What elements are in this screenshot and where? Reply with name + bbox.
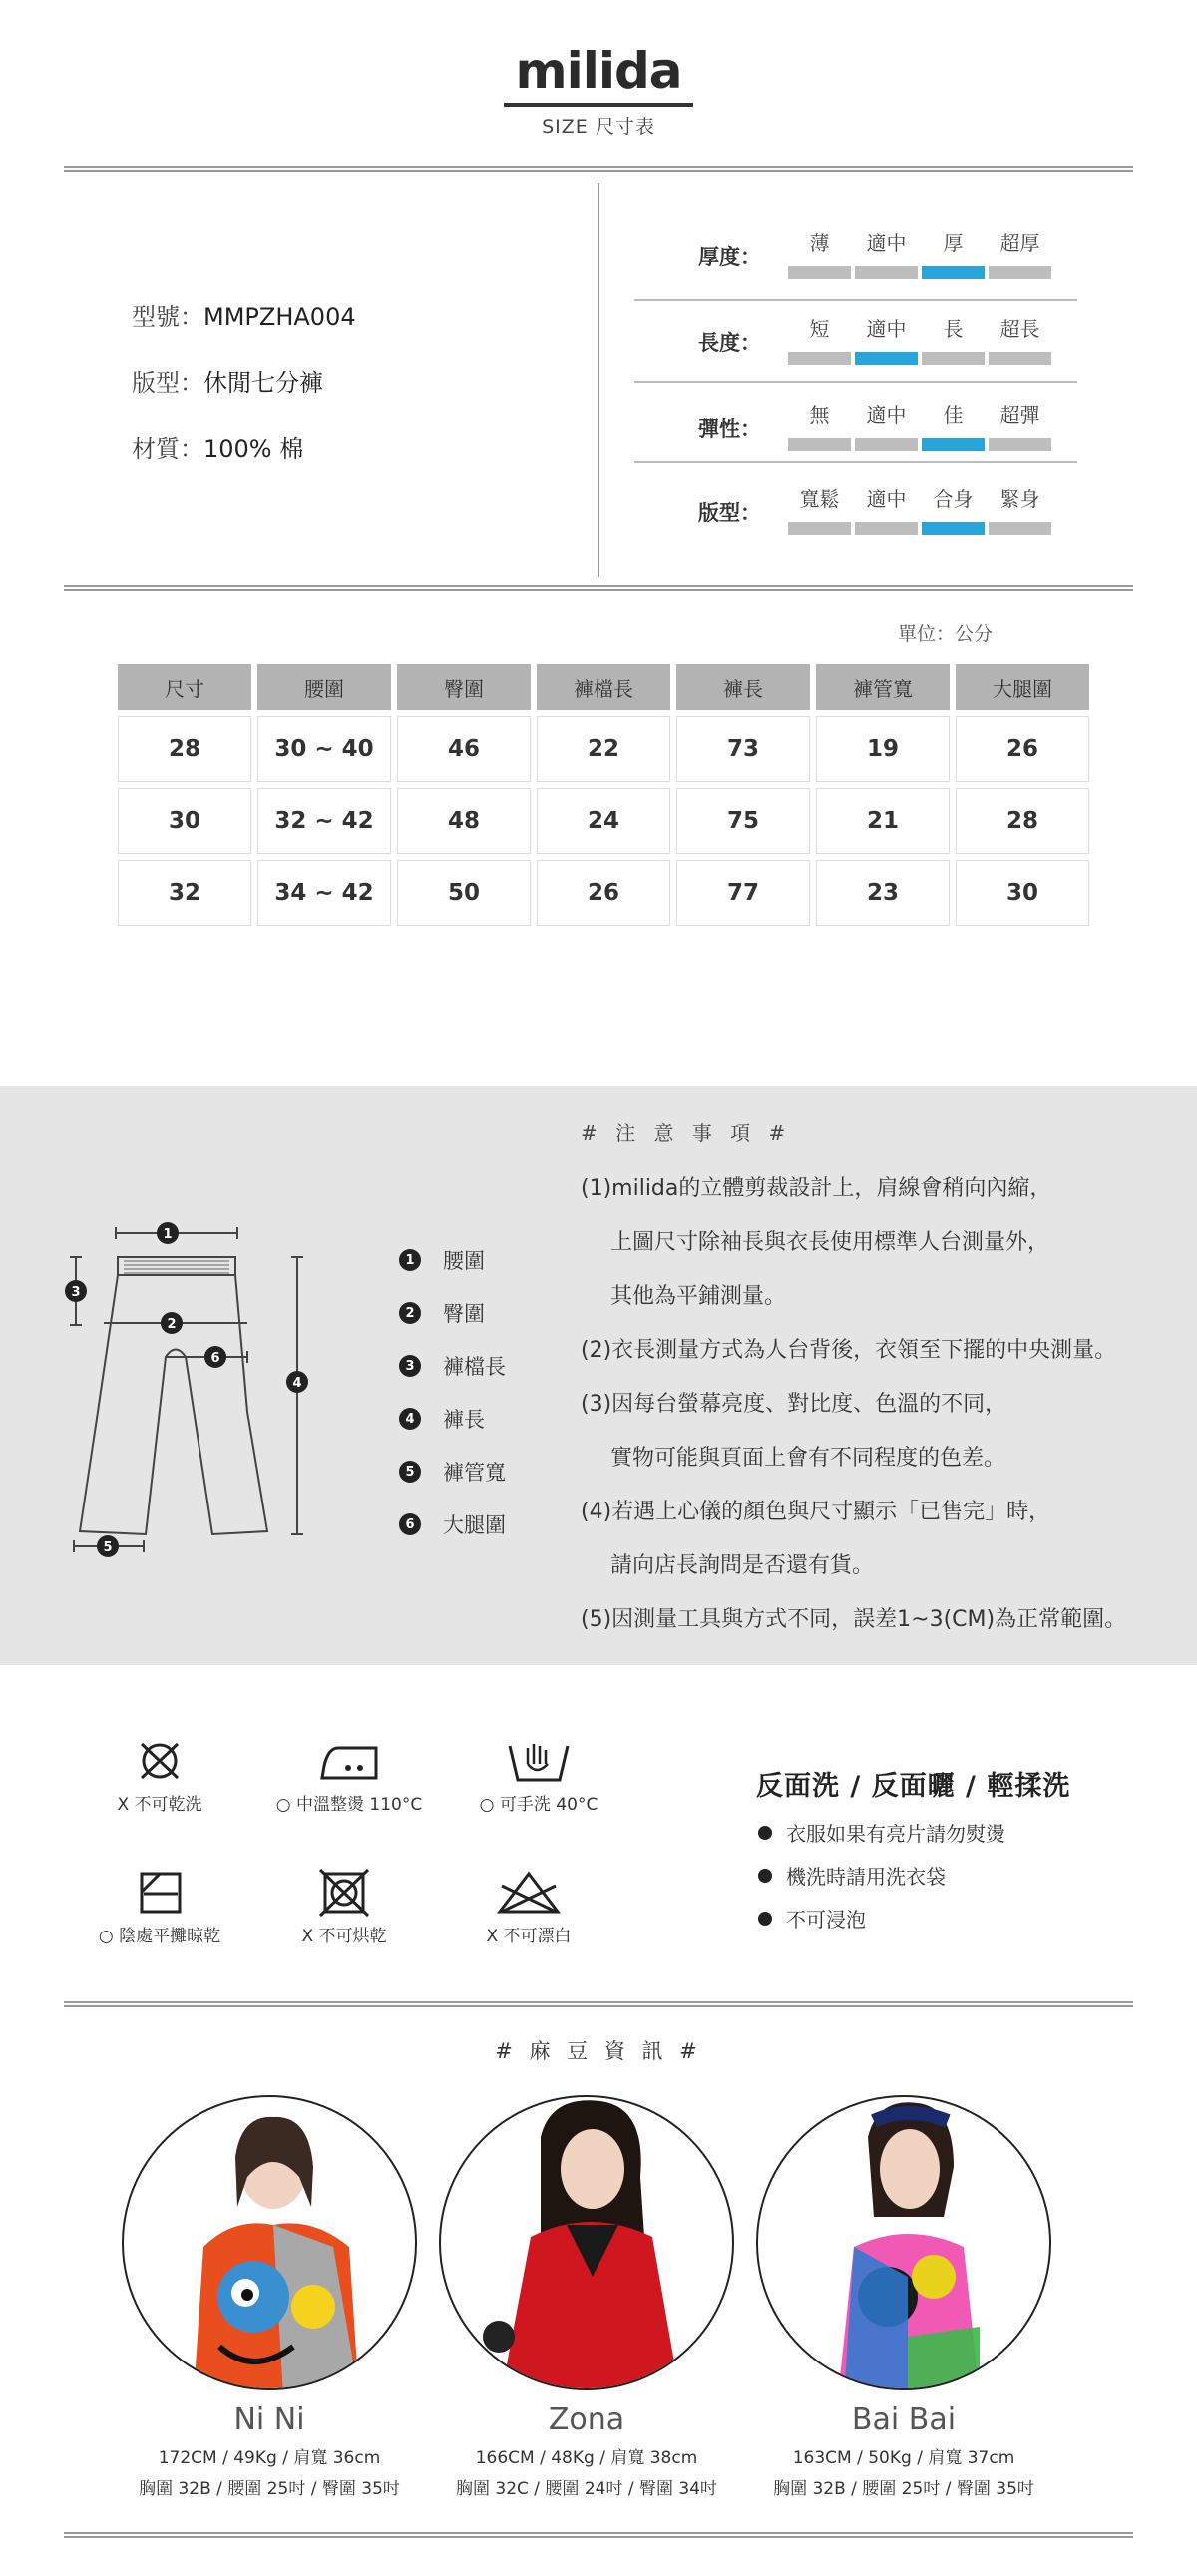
- attr-option: 薄: [788, 227, 851, 279]
- table-cell: 21: [816, 788, 950, 854]
- model-card: Zona 166CM / 48Kg / 肩寬 38cm 胸圍 32C / 腰圍 24吋 / 臀圍 34吋: [437, 2095, 736, 2499]
- table-cell: 50: [397, 860, 531, 926]
- table-cell: 22: [537, 716, 670, 782]
- table-cell: 28: [118, 716, 251, 782]
- attr-elasticity-scale: [788, 399, 1051, 451]
- model-photo: [122, 2095, 417, 2390]
- table-cell: 32 ~ 42: [257, 788, 391, 854]
- diagram-marker-label: 4: [292, 1376, 302, 1391]
- no-dry-clean-icon: [130, 1736, 190, 1786]
- table-cell: 28: [956, 788, 1089, 854]
- table-row: [118, 788, 1089, 854]
- attr-thickness-label: 厚度：: [698, 245, 761, 269]
- attr-option-selected: 合身: [922, 483, 985, 535]
- waistband-elastic: [124, 1261, 229, 1273]
- no-bleach-icon: [494, 1868, 564, 1918]
- attr-option-selected: 佳: [922, 399, 985, 451]
- note-line: 實物可能與頁面上會有不同程度的色差。: [610, 1446, 1006, 1471]
- table-cell: 26: [537, 860, 670, 926]
- table-row: [118, 860, 1089, 926]
- attr-separator: [634, 299, 1077, 301]
- attr-separator: [634, 461, 1077, 463]
- dry-flat-shade-icon: [130, 1868, 190, 1918]
- attr-fit-scale: [788, 483, 1051, 535]
- style-value: 休閒七分褲: [203, 369, 323, 397]
- brand-logo: milida: [515, 42, 682, 100]
- attr-elasticity-label: 彈性：: [698, 417, 761, 441]
- table-cell: 73: [676, 716, 810, 782]
- attr-option-selected: 厚: [922, 227, 985, 279]
- legend-item: 5 褲管寬: [399, 1457, 506, 1487]
- care-note: 機洗時請用洗衣袋: [758, 1861, 946, 1890]
- table-header: 大腿圍: [956, 664, 1089, 710]
- care-note: 衣服如果有亮片請勿熨燙: [758, 1818, 1005, 1847]
- table-cell: 26: [956, 716, 1089, 782]
- note-line: 請向店長詢問是否還有貨。: [610, 1553, 875, 1578]
- model-photo: [756, 2095, 1051, 2390]
- note-line: (4)若遇上心儀的顏色與尺寸顯示「已售完」時，: [581, 1500, 1051, 1524]
- notes-title: # 注 意 事 項 #: [581, 1121, 792, 1145]
- model-number-value: MMPZHA004: [203, 303, 356, 331]
- bullet-icon: [758, 1826, 772, 1840]
- iron-medium-icon: [314, 1736, 384, 1786]
- hand-wash-icon: [504, 1736, 574, 1786]
- attr-option-selected: 適中: [855, 313, 918, 365]
- legend-item: 1 腰圍: [399, 1245, 485, 1275]
- material-value: 100% 棉: [203, 435, 304, 463]
- divider: [64, 2532, 1133, 2538]
- size-table: [112, 658, 1095, 932]
- material-label: 材質：: [132, 435, 203, 463]
- divider: [64, 585, 1133, 591]
- care-dry-flat-shade: ○ 陰處平攤晾乾: [80, 1868, 239, 1946]
- note-line: (2)衣長測量方式為人台背後，衣領至下擺的中央測量。: [581, 1338, 1117, 1363]
- model-number-label: 型號：: [132, 303, 203, 331]
- divider: [64, 166, 1133, 172]
- care-no-tumble-dry: X 不可烘乾: [284, 1868, 404, 1946]
- table-cell: 46: [397, 716, 531, 782]
- care-hand-wash: ○ 可手洗 40°C: [459, 1736, 618, 1815]
- attr-option: 寬鬆: [788, 483, 851, 535]
- note-line: 其他為平鋪測量。: [610, 1284, 787, 1309]
- model-card: Bai Bai 163CM / 50Kg / 肩寬 37cm 胸圍 32B / 腰圍 25吋 / 臀圍 35吋: [754, 2095, 1053, 2499]
- table-cell: 30: [118, 788, 251, 854]
- attr-option: 緊身: [989, 483, 1051, 535]
- attr-option: 超長: [989, 313, 1051, 365]
- length-measure-line: [291, 1257, 303, 1534]
- model-photo: [439, 2095, 734, 2390]
- care-note: 不可浸泡: [758, 1904, 866, 1932]
- diagram-marker-label: 6: [210, 1351, 220, 1366]
- table-cell: 30: [956, 860, 1089, 926]
- no-tumble-dry-icon: [314, 1868, 374, 1918]
- table-cell: 23: [816, 860, 950, 926]
- table-header: 尺寸: [118, 664, 251, 710]
- attr-separator: [634, 381, 1077, 383]
- attr-length-label: 長度：: [698, 331, 761, 355]
- vertical-divider: [598, 183, 599, 577]
- wash-instructions-title: 反面洗 / 反面曬 / 輕揉洗: [756, 1771, 1071, 1802]
- attr-option: 短: [788, 313, 851, 365]
- legend-item: 3 褲檔長: [399, 1351, 506, 1381]
- attr-option: 適中: [855, 227, 918, 279]
- care-no-dry-clean: X 不可乾洗: [100, 1736, 219, 1815]
- model-card: Ni Ni 172CM / 49Kg / 肩寬 36cm 胸圍 32B / 腰圍 25吋 / 臀圍 35吋: [120, 2095, 419, 2499]
- legend-item: 4 褲長: [399, 1404, 485, 1434]
- page-subtitle: SIZE 尺寸表: [542, 116, 655, 138]
- note-line: 上圖尺寸除袖長與衣長使用標準人台測量外，: [610, 1230, 1050, 1255]
- table-cell: 48: [397, 788, 531, 854]
- diagram-marker-label: 1: [163, 1227, 173, 1242]
- table-row: [118, 716, 1089, 782]
- table-header: 褲長: [676, 664, 810, 710]
- table-cell: 30 ~ 40: [257, 716, 391, 782]
- attr-thickness-scale: [788, 227, 1051, 279]
- table-header-row: [118, 664, 1089, 710]
- diagram-marker-label: 3: [71, 1285, 81, 1300]
- care-iron-medium: ○ 中溫整燙 110°C: [259, 1736, 439, 1815]
- diagram-marker-label: 5: [103, 1540, 113, 1555]
- table-cell: 77: [676, 860, 810, 926]
- table-cell: 32: [118, 860, 251, 926]
- style-info: [132, 363, 323, 398]
- table-cell: 34 ~ 42: [257, 860, 391, 926]
- table-cell: 75: [676, 788, 810, 854]
- attr-fit-label: 版型：: [698, 501, 761, 525]
- attr-option: 無: [788, 399, 851, 451]
- note-line: (1)milida的立體剪裁設計上，肩線會稍向內縮，: [581, 1176, 1052, 1201]
- bullet-icon: [758, 1869, 772, 1883]
- material-info: [132, 429, 303, 464]
- style-label: 版型：: [132, 369, 203, 397]
- legend-item: 2 臀圍: [399, 1298, 485, 1328]
- note-line: (5)因測量工具與方式不同，誤差1~3(CM)為正常範圍。: [581, 1607, 1127, 1632]
- table-header: 腰圍: [257, 664, 391, 710]
- unit-label: 單位：公分: [898, 623, 994, 644]
- attr-length-scale: [788, 313, 1051, 365]
- divider: [64, 2001, 1133, 2007]
- model-number: [132, 297, 356, 332]
- attr-option: 超彈: [989, 399, 1051, 451]
- attr-option: 長: [922, 313, 985, 365]
- attr-option: 適中: [855, 483, 918, 535]
- models-title: # 麻 豆 資 訊 #: [495, 2039, 702, 2063]
- care-no-bleach: X 不可漂白: [469, 1868, 589, 1946]
- waistband-outline: [118, 1257, 235, 1275]
- brand-underline: [504, 103, 693, 107]
- table-header: 褲管寬: [816, 664, 950, 710]
- diagram-marker-label: 2: [167, 1317, 177, 1332]
- table-header: 褲檔長: [537, 664, 670, 710]
- pants-measurement-diagram: [58, 1207, 357, 1576]
- legend-item: 6 大腿圍: [399, 1509, 506, 1539]
- bullet-icon: [758, 1912, 772, 1926]
- attr-option: 超厚: [989, 227, 1051, 279]
- table-cell: 24: [537, 788, 670, 854]
- table-header: 臀圍: [397, 664, 531, 710]
- note-line: (3)因每台螢幕亮度、對比度、色溫的不同，: [581, 1392, 1007, 1417]
- attr-option: 適中: [855, 399, 918, 451]
- table-cell: 19: [816, 716, 950, 782]
